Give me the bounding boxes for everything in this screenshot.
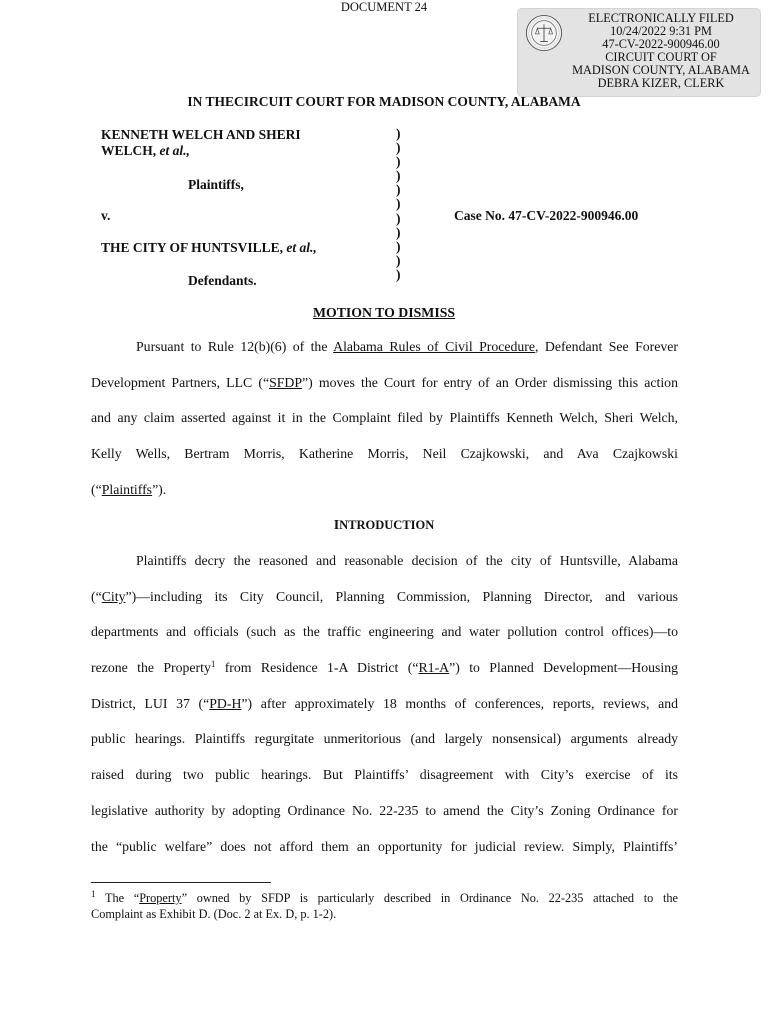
paragraph-line: legislative authority by adopting Ordinance No. 22-235 to amend the City’s Zoning Ordinance for xyxy=(91,802,678,818)
stamp-line: ELECTRONICALLY FILED xyxy=(588,11,734,25)
document-number: DOCUMENT 24 xyxy=(340,0,428,14)
plaintiffs-label: Plaintiffs, xyxy=(188,177,244,192)
paren: ) xyxy=(396,154,401,170)
paren: ) xyxy=(396,140,401,156)
defendants-label: Defendants. xyxy=(188,273,257,288)
footnote-ref: 1 xyxy=(210,659,216,670)
paragraph-line: Plaintiffs decry the reasoned and reasonable decision of the city of Huntsville, Alabama xyxy=(136,553,678,568)
paren: ) xyxy=(396,126,401,141)
paren: ) xyxy=(396,252,401,268)
efiling-stamp xyxy=(517,8,761,97)
defendants-etal: et al., xyxy=(286,240,317,255)
paragraph-line: Pursuant to Rule 12(b)(6) of the Alabama Rules of Civil Procedure, Defendant See Forever xyxy=(136,339,678,354)
footnote-line: Complaint as Exhibit D. (Doc. 2 at Ex. D, p. 1-2). xyxy=(91,907,337,921)
introduction-heading: INTRODUCTION xyxy=(333,518,435,533)
paren: ) xyxy=(396,210,401,226)
paragraph-line: and any claim asserted against it in the Complaint filed by Plaintiffs Kenneth Welch, Sheri Welch, xyxy=(91,410,678,426)
paren: ) xyxy=(396,224,401,240)
defendants-name: THE CITY OF HUNTSVILLE, et al., xyxy=(101,240,317,255)
plaintiffs-line-1: KENNETH WELCH AND SHERI xyxy=(101,127,301,142)
paren: ) xyxy=(396,196,401,212)
stamp-line: DEBRA KIZER, CLERK xyxy=(597,76,725,90)
paragraph-line: raised during two public hearings. But Plaintiffs’ disagreement with City’s exercise of its xyxy=(91,767,678,783)
footnote-divider xyxy=(91,882,271,883)
paragraph-line: Development Partners, LLC (“SFDP”) moves the Court for entry of an Order dismissing this action xyxy=(91,374,678,390)
paren: ) xyxy=(396,168,401,184)
stamp-line: MADISON COUNTY, ALABAMA xyxy=(572,63,750,77)
rules-reference: Alabama Rules of Civil Procedure xyxy=(333,339,536,354)
defined-term-property: Property xyxy=(139,891,182,905)
paren: ) xyxy=(396,182,401,198)
paren: ) xyxy=(396,266,401,282)
footnote-number: 1 xyxy=(91,889,96,899)
paragraph-line: (“City”)—including its City Council, Planning Commission, Planning Director, and various xyxy=(91,588,678,604)
stamp-line: 10/24/2022 9:31 PM xyxy=(610,24,712,38)
footnote-line: $^1$ The “Property” owned by SFDP is particularly described in Ordinance No. 22-235 attached to the xyxy=(91,889,678,905)
court-seal-icon xyxy=(525,14,563,52)
paragraph-line: the “public welfare” does not afford them an opportunity for judicial review. Simply, Plaintiffs’ xyxy=(91,838,678,854)
paragraph-line: departments and officials (such as the traffic engineering and water pollution control offices)—to xyxy=(91,624,678,640)
case-number: Case No. 47-CV-2022-900946.00 xyxy=(454,208,639,223)
stamp-line: CIRCUIT COURT OF xyxy=(605,50,717,64)
paragraph-line: rezone the Property$^1$ from Residence 1-A District (“R1-A”) to Planned Development—Housing xyxy=(91,659,678,676)
paragraph-line: public hearings. Plaintiffs regurgitate unmeritorious (and largely nonsensical) arguments already xyxy=(91,731,678,747)
versus-label: v. xyxy=(101,208,111,223)
court-title: IN THECIRCUIT COURT FOR MADISON COUNTY, ALABAMA xyxy=(187,94,581,109)
defined-term-r1a: R1-A xyxy=(418,660,450,676)
defined-term-city: City xyxy=(101,588,126,604)
paragraph-line: District, LUI 37 (“PD-H”) after approximately 18 months of conferences, reports, reviews, and xyxy=(91,695,679,711)
plaintiffs-names xyxy=(101,127,301,159)
plaintiffs-line-2: WELCH, et al., xyxy=(101,143,190,158)
stamp-line: 47-CV-2022-900946.00 xyxy=(602,37,720,51)
paragraph-line: Kelly Wells, Bertram Morris, Katherine Morris, Neil Czajkowski, and Ava Czajkowski xyxy=(91,446,678,462)
defined-term-sfdp: SFDP xyxy=(269,374,303,390)
caption-parentheses xyxy=(396,127,408,282)
footnote xyxy=(91,890,678,922)
defined-term-pdh: PD-H xyxy=(209,695,242,711)
defined-term-plaintiffs: Plaintiffs xyxy=(101,481,153,497)
paren: ) xyxy=(396,238,401,254)
paragraph-line: (“Plaintiffs”). xyxy=(91,481,167,497)
paragraph-1 xyxy=(91,336,678,514)
paragraph-2 xyxy=(91,550,678,871)
motion-title: MOTION TO DISMISS xyxy=(312,305,456,320)
plaintiffs-etal: et al., xyxy=(159,143,190,158)
stamp-text xyxy=(562,12,760,90)
